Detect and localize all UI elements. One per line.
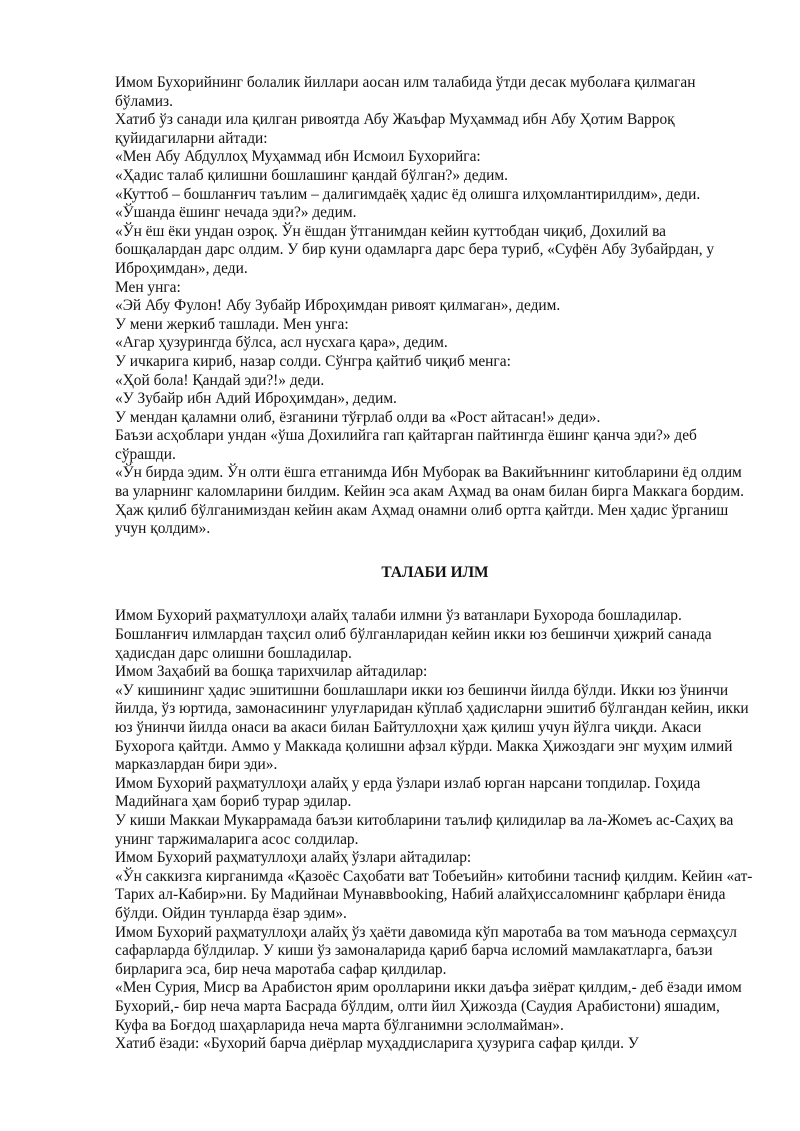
paragraph: «Агар ҳузурингда бўлса, асл нусхага қара», дедим. bbox=[115, 334, 448, 352]
paragraph: «Ҳой бола! Қандай эди?!» деди. bbox=[115, 371, 325, 389]
paragraph: У ичкарига кириб, назар солди. Сўнгра қайтиб чиқиб менга: bbox=[115, 352, 511, 370]
paragraph: «Ўшанда ёшинг нечада эди?» дедим. bbox=[115, 204, 357, 222]
paragraph: «Ўн ёш ёки ундан озроқ. Ўн ёшдан ўтганимдан кейин куттобдан чиқиб, Дохилий ва бошқалардан дарс олдим. У бир куни одамларга дарс бера туриб, «Суфён Абу Зубайрдан, у Иброҳимдан», деди. bbox=[115, 222, 715, 277]
paragraph: У мендан қаламни олиб, ёзганини тўғрлаб олди ва «Рост айтасан!» деди». bbox=[115, 408, 601, 426]
paragraph: Баъзи асҳоблари ундан «ўша Дохилийга гап қайтарган пайтингда ёшинг қанча эди?» деб сўрашди. bbox=[115, 427, 697, 463]
paragraph: Хатиб ёзади: «Бухорий барча диёрлар муҳаддисларига ҳузурига сафар қилди. У bbox=[115, 1035, 639, 1053]
paragraph: «Ўн бирда эдим. Ўн олти ёшга етганимда Ибн Муборак ва Вакийъннинг китобларини ёд олдим ва уларнинг каломларини билдим. Кейин эса акам Аҳмад ва онам билан бирга Маккага бордим. Ҳаж қилиб бўлганимиздан кейин акам Аҳмад онамни олиб ортга қайтди. Мен ҳадис ўрганиш учун қолдим». bbox=[115, 464, 744, 538]
section-seeking-knowledge bbox=[115, 607, 755, 1053]
paragraph: «Мен Абу Абдуллоҳ Муҳаммад ибн Исмоил Бухорийга: bbox=[115, 148, 481, 166]
paragraph: Имом Заҳабий ва бошқа тарихчилар айтадилар: bbox=[115, 663, 428, 681]
document-page bbox=[115, 74, 755, 1054]
paragraph: «Ҳадис талаб қилишни бошлашинг қандай бўлган?» дедим. bbox=[115, 166, 508, 184]
paragraph: Мен унга: bbox=[115, 278, 181, 296]
paragraph: «Куттоб – бошланғич таълим – далигимдаёқ ҳадис ёд олишга илҳомлантирилдим», деди. bbox=[115, 185, 701, 203]
section-childhood bbox=[115, 74, 755, 539]
paragraph: Хатиб ўз санади ила қилган ривоятда Абу Жаъфар Муҳаммад ибн Абу Ҳотим Варроқ қуйидагиларни айтади: bbox=[115, 111, 675, 147]
paragraph: Имом Бухорий раҳматуллоҳи алайҳ ўзлари айтадилар: bbox=[115, 849, 472, 867]
paragraph: «У кишининг ҳадис эшитишни бошлашлари икки юз бешинчи йилда бўлди. Икки юз ўнинчи йилда, ўз юртида, замонасининг улуғларидан кўплаб ҳадисларни эшитиб бўлгандан кейин, икки юз ўнинчи йилда онаси ва акаси билан Байтуллоҳни ҳаж қилиш учун йўлга чиқди. Акаси Бухорога қайтди. Аммо у Маккада қолишни афзал кўрди. Макка Ҳижоздаги энг муҳим илмий марказлардан бири эди». bbox=[115, 681, 749, 774]
paragraph: Имом Бухорий раҳматуллоҳи алайҳ у ерда ўзлари излаб юрган нарсани топдилар. Гоҳида Мадийнага ҳам бориб турар эдилар. bbox=[115, 774, 701, 811]
paragraph: «У Зубайр ибн Адий Иброҳимдан», дедим. bbox=[115, 390, 397, 408]
paragraph: «Мен Сурия, Миср ва Арабистон ярим оролларини икки даъфа зиёрат қилдим,- деб ёзади имом Бухорий,- бир неча марта Басрада бўлдим, олти йил Ҳижозда (Саудия Арабистони) яшадим, Куфа ва Боғдод шаҳарларида неча марта бўлганимни эслолмайман». bbox=[115, 979, 742, 1034]
paragraph: У мени жеркиб ташлади. Мен унга: bbox=[115, 315, 349, 333]
section-heading: ТАЛАБИ ИЛМ bbox=[381, 563, 489, 581]
paragraph: У киши Маккаи Мукаррамада баъзи китобларини таълиф қилидилар ва ла-Жомеъ ас-Саҳиҳ ва унинг таржималарига асос солдилар. bbox=[115, 811, 734, 848]
paragraph: «Эй Абу Фулон! Абу Зубайр Иброҳимдан ривоят қилмаган», дедим. bbox=[115, 297, 561, 315]
paragraph: Имом Бухорий раҳматуллоҳи алайҳ ўз ҳаёти давомида кўп маротаба ва том маънода сермаҳсул сафарларда бўлдилар. У киши ўз замоналарида қариб барча исломий мамлакатларга, баъзи бирларига эса, бир неча маротаба сафар қилдилар. bbox=[115, 923, 737, 978]
paragraph: «Ўн саккизга кирганимда «Қазоёс Саҳобати ват Тобеъийн» китобини тасниф қилдим. Кейин «ат-Тарих ал-Кабир»ни. Бу Мадийнаи Мунаввbooking, Набий алайҳиссаломнинг қабрлари ёнида бўлди. Ойдин тунларда ёзар эдим». bbox=[115, 867, 753, 922]
paragraph: Имом Бухорийнинг болалик йиллари аосан илм талабида ўтди десак муболаға қилмаган бўламиз. bbox=[115, 74, 696, 110]
paragraph: Имом Бухорий раҳматуллоҳи алайҳ талаби илмни ўз ватанлари Бухорода бошладилар. Бошланғич илмлардан таҳсил олиб бўлганларидан кейин икки юз бешинчи ҳижрий санада ҳадисдан дарс олишни бошладилар. bbox=[115, 607, 712, 662]
